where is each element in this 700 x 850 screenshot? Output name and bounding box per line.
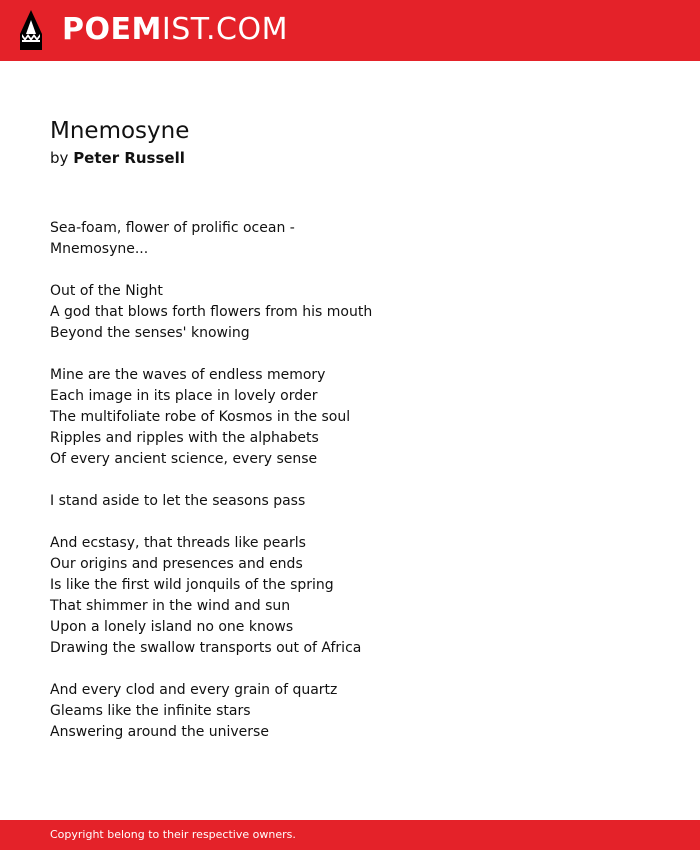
poem-line: Sea-foam, flower of prolific ocean -	[50, 220, 295, 236]
stanza	[50, 218, 650, 260]
author-name[interactable]: Peter Russell	[73, 149, 185, 167]
poem-body	[50, 218, 650, 743]
poem-line: Answering around the universe	[50, 724, 269, 740]
poem-title: Mnemosyne	[50, 118, 190, 144]
poem-line: Each image in its place in lovely order	[50, 388, 318, 404]
stanza	[50, 281, 650, 344]
logo-text-light: IST.COM	[161, 12, 288, 47]
poem-line: Our origins and presences and ends	[50, 556, 303, 572]
pen-nib-icon[interactable]	[18, 10, 44, 52]
poem-line: Beyond the senses' knowing	[50, 325, 250, 341]
poem-line: And ecstasy, that threads like pearls	[50, 535, 306, 551]
poem-content	[50, 116, 650, 764]
poem-line: Ripples and ripples with the alphabets	[50, 430, 319, 446]
poem-line: Of every ancient science, every sense	[50, 451, 318, 467]
copyright-text: Copyright belong to their respective owners.	[50, 828, 296, 841]
poem-line: The multifoliate robe of Kosmos in the soul	[50, 409, 351, 425]
stanza	[50, 680, 650, 743]
logo-text-bold: POEM	[62, 12, 162, 47]
by-label: by	[50, 149, 69, 167]
poem-line: Mine are the waves of endless memory	[50, 367, 326, 383]
site-header	[0, 0, 700, 61]
stanza	[50, 533, 650, 659]
stanza	[50, 365, 650, 470]
poem-line: Drawing the swallow transports out of Africa	[50, 640, 362, 656]
site-logo-link[interactable]	[62, 12, 288, 48]
poem-line: Upon a lonely island no one knows	[50, 619, 294, 635]
poem-line: And every clod and every grain of quartz	[50, 682, 338, 698]
poem-line: Out of the Night	[50, 283, 163, 299]
stanza	[50, 491, 650, 512]
site-footer	[0, 820, 700, 850]
poem-line: A god that blows forth flowers from his mouth	[50, 304, 373, 320]
poem-line: I stand aside to let the seasons pass	[50, 493, 306, 509]
poem-line: That shimmer in the wind and sun	[50, 598, 291, 614]
poem-line: Mnemosyne...	[50, 241, 149, 257]
poem-line: Is like the first wild jonquils of the spring	[50, 577, 334, 593]
poem-line: Gleams like the infinite stars	[50, 703, 251, 719]
byline	[50, 147, 650, 169]
